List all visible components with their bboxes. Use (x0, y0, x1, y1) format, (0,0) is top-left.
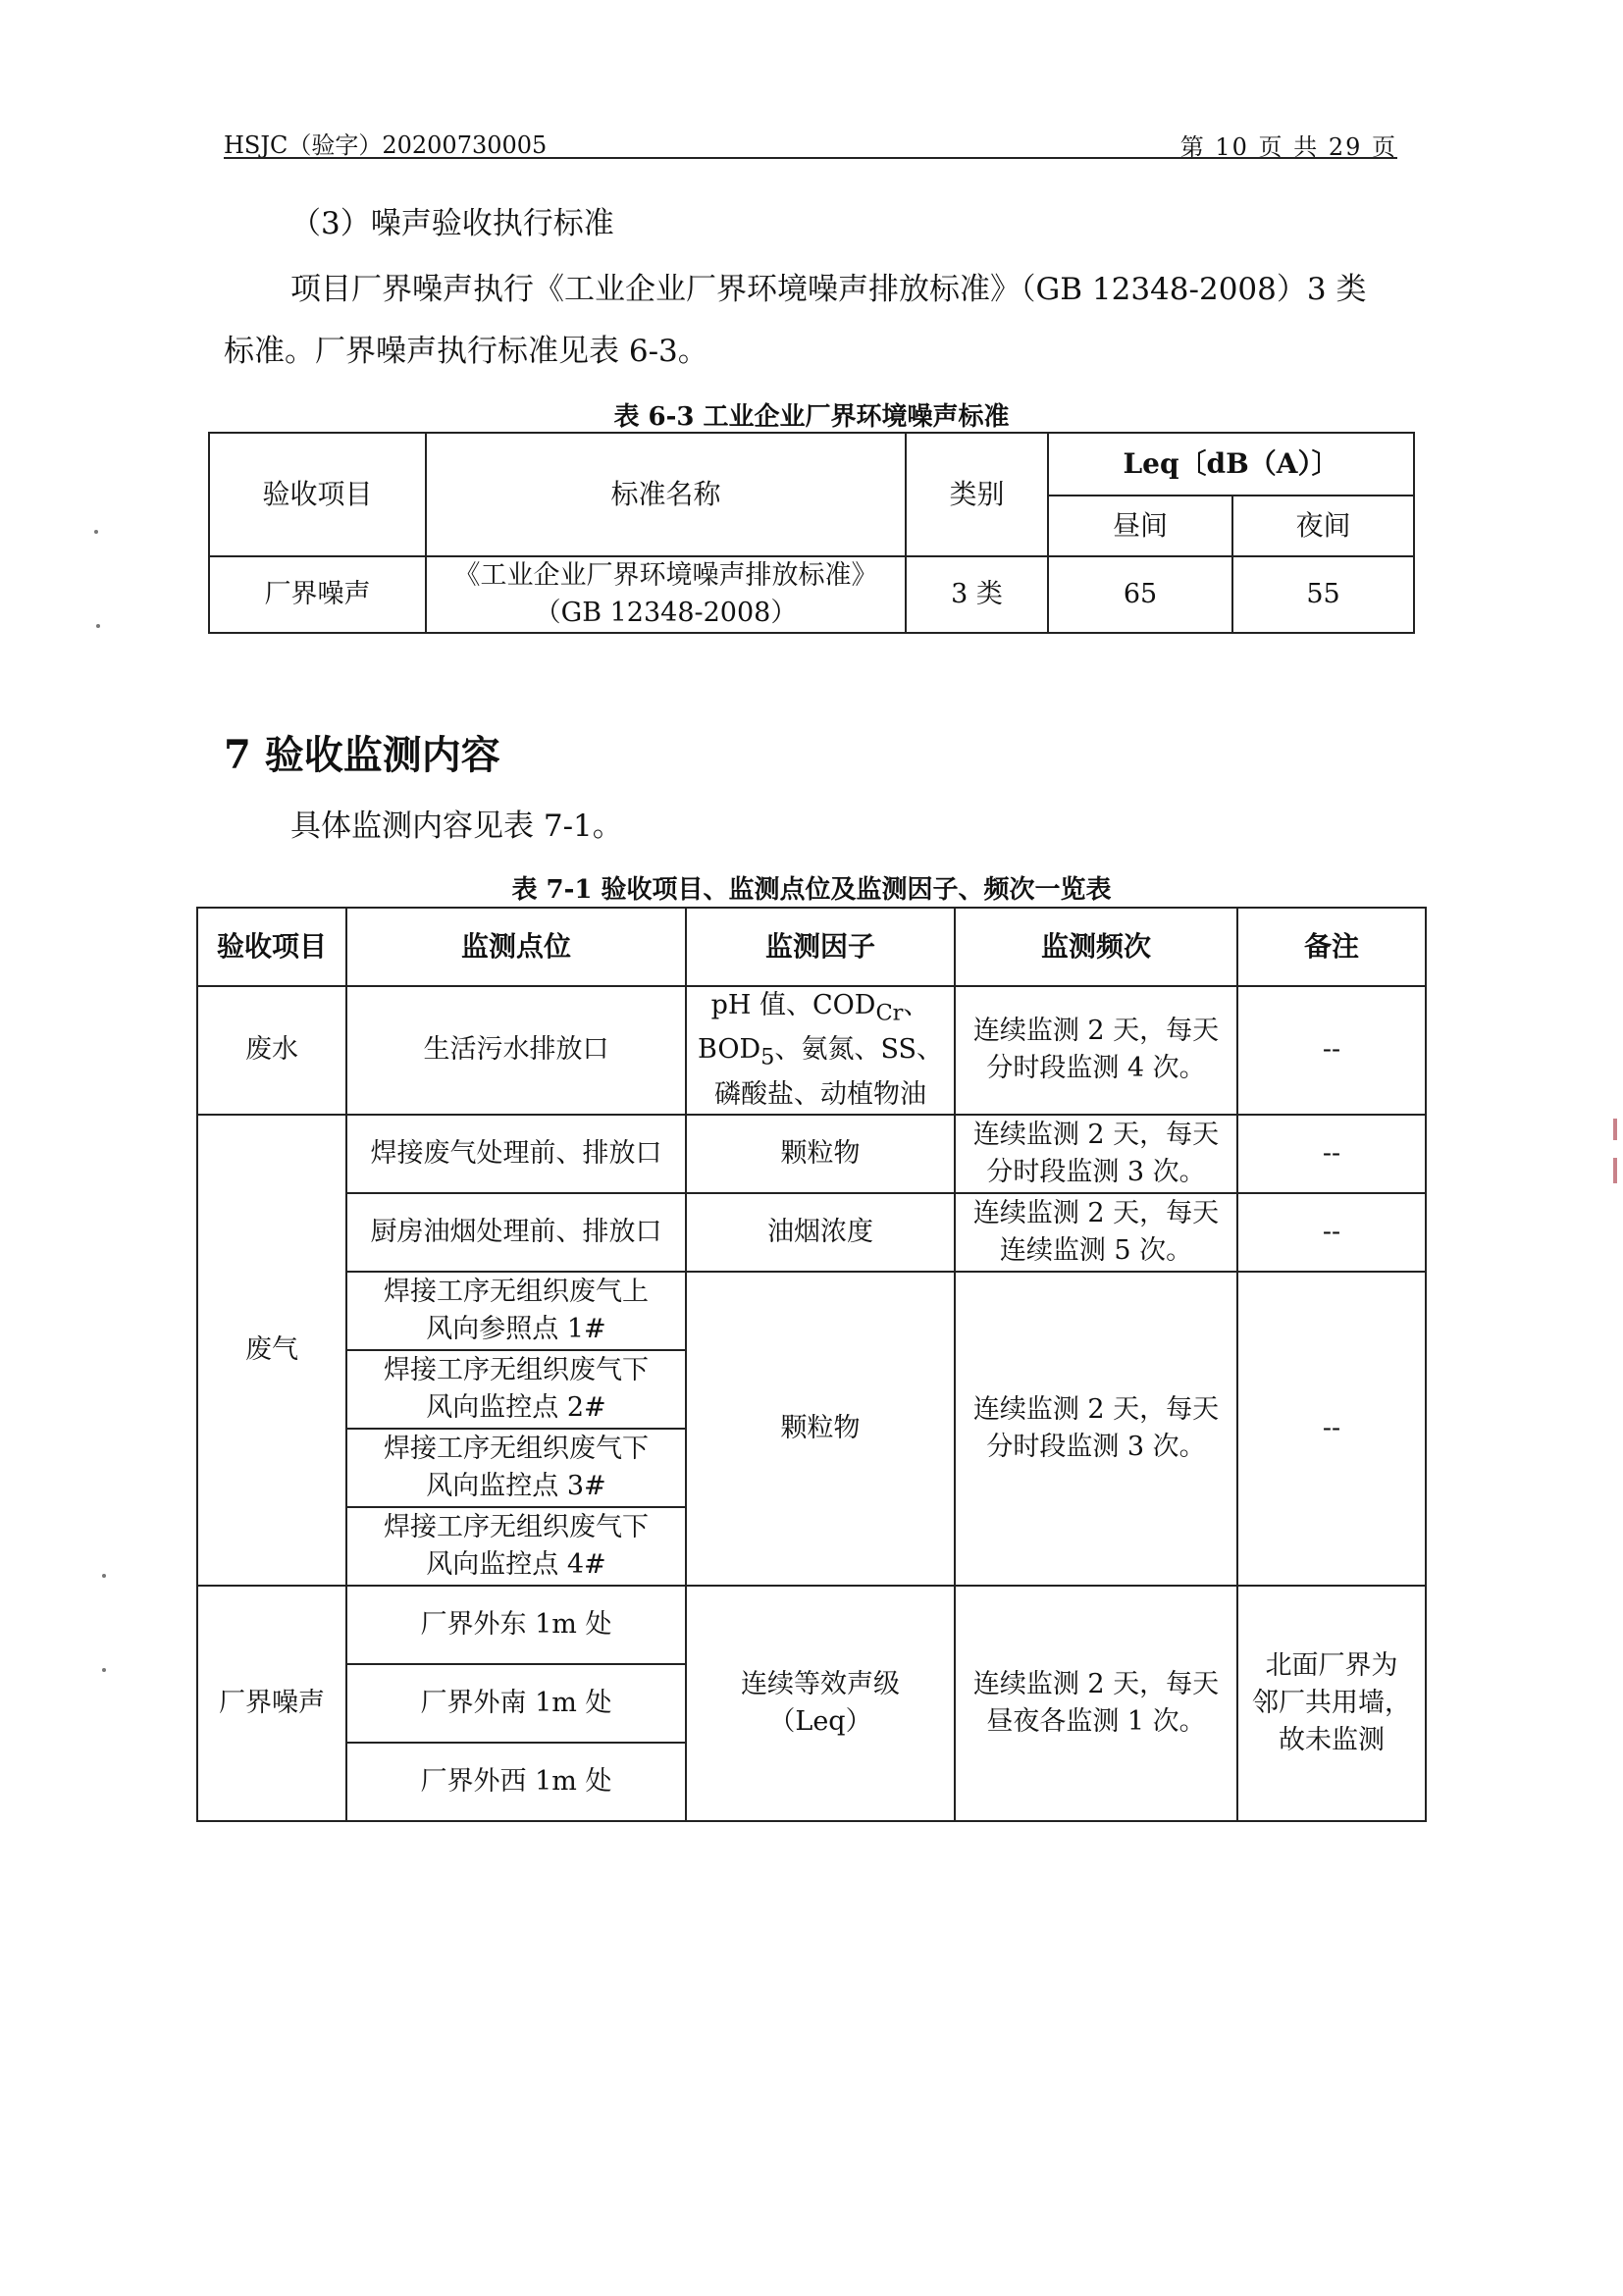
table-cell: 厂界外西 1m 处 (346, 1743, 686, 1821)
cell-line: 故未监测 (1279, 1724, 1385, 1755)
table-caption: 表 6-3 工业企业厂界环境噪声标准 (613, 402, 1010, 432)
header-cell: 监测因子 (686, 908, 955, 986)
paragraph-line: 标准。厂界噪声执行标准见表 6-3。 (224, 334, 708, 369)
cell-line: 焊接工序无组织废气下 (384, 1354, 649, 1385)
table-cell: 油烟浓度 (686, 1193, 955, 1272)
subscript: 5 (760, 1044, 775, 1070)
section-title: 7 验收监测内容 (224, 732, 500, 778)
header-cell: 备注 (1237, 908, 1426, 986)
edge-mark (1613, 1119, 1617, 1140)
header-cell: 标准名称 (426, 433, 906, 556)
header-cell: 监测点位 (346, 908, 686, 986)
document-id: HSJC（验字）20200730005 (224, 131, 548, 159)
cell-text: 、氨氮、SS、 (774, 1034, 943, 1066)
table-cell: 生活污水排放口 (346, 986, 686, 1115)
table-cell (426, 556, 906, 633)
noise-standard-table (208, 432, 1415, 634)
paragraph-line: 项目厂界噪声执行《工业企业厂界环境噪声排放标准》（GB 12348-2008）3 类 (290, 272, 1367, 307)
cell-line: 《工业企业厂界环境噪声排放标准》 (453, 560, 878, 591)
cell-line: 焊接工序无组织废气上 (384, 1276, 649, 1307)
table-cell: 颗粒物 (686, 1115, 955, 1193)
scan-speck (102, 1574, 106, 1578)
cell-line: 连续监测 2 天，每天 (972, 1393, 1220, 1425)
page-number: 第 10 页 共 29 页 (1179, 133, 1397, 161)
cell-line: 磷酸盐、动植物油 (714, 1078, 926, 1110)
table-cell: 废气 (197, 1115, 346, 1586)
cell-line: 连续监测 2 天，每天 (972, 1668, 1220, 1699)
table-cell (346, 1272, 686, 1350)
table-cell: 厨房油烟处理前、排放口 (346, 1193, 686, 1272)
scan-speck (94, 530, 98, 534)
table-cell (346, 1429, 686, 1507)
cell-line: 风向监控点 2# (426, 1391, 606, 1423)
monitoring-content-table (196, 907, 1427, 1822)
table-cell: 厂界噪声 (197, 1586, 346, 1821)
table-cell: 3 类 (906, 556, 1048, 633)
header-cell: Leq〔dB（A）〕 (1048, 433, 1414, 496)
table-cell (686, 1586, 955, 1821)
table-cell: 颗粒物 (686, 1272, 955, 1586)
table-cell: -- (1237, 1115, 1426, 1193)
header-cell: 昼间 (1048, 496, 1232, 556)
cell-line (693, 1031, 948, 1075)
header-cell: 夜间 (1232, 496, 1414, 556)
header-divider (224, 157, 1397, 159)
table-cell (955, 1586, 1237, 1821)
cell-line: 邻厂共用墙， (1252, 1687, 1411, 1718)
cell-line (693, 987, 948, 1031)
table-cell: 厂界外南 1m 处 (346, 1664, 686, 1743)
cell-line: 风向参照点 1# (426, 1313, 606, 1344)
table-cell (955, 1193, 1237, 1272)
table-cell: -- (1237, 1193, 1426, 1272)
table-cell: 焊接废气处理前、排放口 (346, 1115, 686, 1193)
paragraph-line: 具体监测内容见表 7-1。 (290, 809, 623, 844)
table-caption: 表 7-1 验收项目、监测点位及监测因子、频次一览表 (511, 875, 1112, 905)
table-cell: 厂界外东 1m 处 (346, 1586, 686, 1664)
cell-line: 焊接工序无组织废气下 (384, 1433, 649, 1464)
table-cell: 废水 (197, 986, 346, 1115)
header-cell: 类别 (906, 433, 1048, 556)
subscript: Cr (875, 1000, 904, 1026)
cell-line: 连续监测 2 天，每天 (972, 1016, 1220, 1047)
cell-line: 风向监控点 4# (426, 1548, 606, 1580)
cell-line: 连续等效声级 (741, 1668, 900, 1699)
subsection-heading: （3）噪声验收执行标准 (290, 206, 614, 241)
table-cell (955, 986, 1237, 1115)
cell-line: （Leq） (768, 1705, 872, 1737)
cell-text: pH 值、COD (710, 990, 876, 1020)
cell-line: 分时段监测 4 次。 (986, 1053, 1206, 1084)
cell-text: BOD (698, 1034, 761, 1066)
header-cell: 监测频次 (955, 908, 1237, 986)
cell-line: 分时段监测 3 次。 (986, 1431, 1206, 1462)
table-cell (346, 1507, 686, 1586)
table-cell: 65 (1048, 556, 1232, 633)
scan-speck (96, 624, 100, 628)
table-cell: -- (1237, 1272, 1426, 1586)
cell-text: 、 (903, 990, 930, 1020)
cell-line: 北面厂界为 (1265, 1649, 1398, 1681)
table-cell: 55 (1232, 556, 1414, 633)
table-cell (346, 1350, 686, 1429)
cell-line: 连续监测 2 天，每天 (972, 1119, 1220, 1150)
cell-line: （GB 12348-2008） (534, 598, 798, 628)
cell-line: 焊接工序无组织废气下 (384, 1511, 649, 1542)
table-cell (955, 1272, 1237, 1586)
cell-line: 昼夜各监测 1 次。 (986, 1705, 1206, 1737)
edge-mark (1613, 1158, 1617, 1183)
scan-speck (102, 1668, 106, 1672)
table-cell: -- (1237, 986, 1426, 1115)
cell-line: 分时段监测 3 次。 (986, 1156, 1206, 1187)
header-cell: 验收项目 (209, 433, 426, 556)
cell-line: 连续监测 5 次。 (999, 1234, 1193, 1266)
header-cell: 验收项目 (197, 908, 346, 986)
table-cell: 厂界噪声 (209, 556, 426, 633)
table-cell (686, 986, 955, 1115)
cell-line: 风向监控点 3# (426, 1470, 606, 1501)
cell-line: 连续监测 2 天，每天 (972, 1197, 1220, 1228)
table-cell (955, 1115, 1237, 1193)
table-cell (1237, 1586, 1426, 1821)
